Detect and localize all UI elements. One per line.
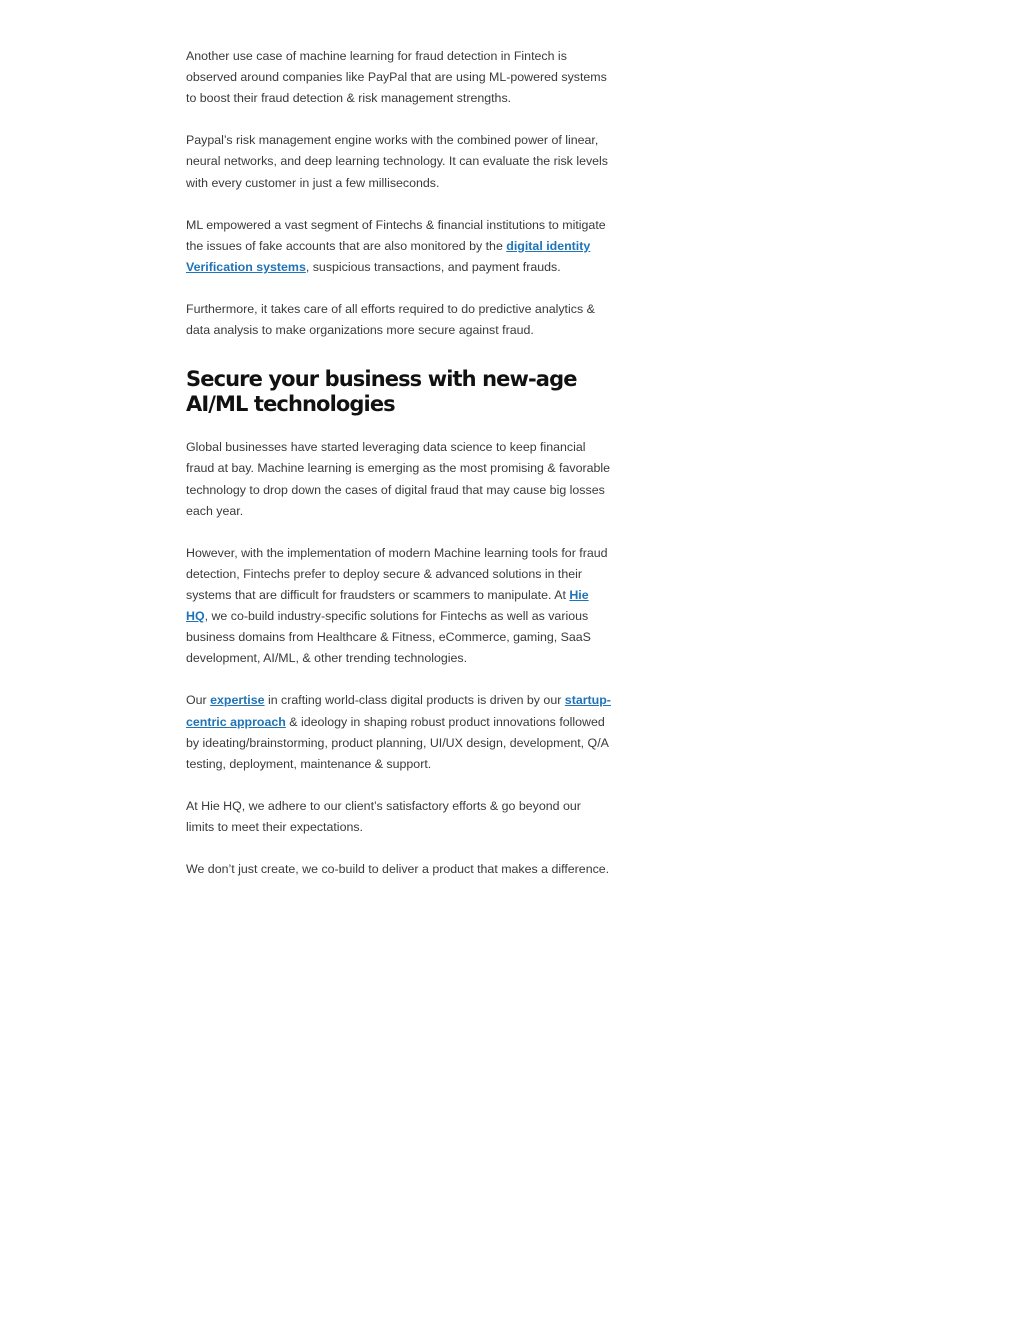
paragraph-text: & ideology in shaping robust product innovations followed by ideating/brainstorming, product planning, UI/UX design, development, Q/A testing, deployment, maintenance & support. [186,714,609,771]
startup-centric-approach-link[interactable]: startup-centric approach [186,693,611,729]
paragraph-text: However, with the implementation of modern Machine learning tools for fraud detection, Fintechs prefer to deploy secure & advanced solutions in their systems that are difficult for fraudsters or scammers to manipulate. At [186,545,608,602]
hie-hq-link[interactable]: Hie HQ [186,587,589,624]
paragraph-text: , suspicious transactions, and payment frauds. [305,259,561,274]
section-heading: Secure your business with new-age AI/ML technologies [186,367,577,416]
paragraph-spacer [186,669,611,690]
paragraph-spacer [186,522,611,543]
paragraph-paypal-use-case: Another use case of machine learning for fraud detection in Fintech is observed around companies like PayPal that are using ML-powered systems to boost their fraud detection & risk management strengths. [186,49,607,106]
paragraph-client-satisfaction: At Hie HQ, we adhere to our client’s satisfactory efforts & go beyond our limits to meet their expectations. [186,798,581,834]
paragraph-implementation [186,543,611,670]
paragraph-spacer [186,775,611,796]
paragraph-spacer [186,194,611,215]
paragraph-ml-empowered [186,215,611,278]
paragraph-text: Our [186,693,211,708]
paragraph-co-build: We don’t just create, we co-build to deliver a product that makes a difference. [186,862,610,877]
paragraph-text: in crafting world-class digital products is driven by our [264,693,565,708]
paragraph-spacer [186,278,611,299]
paragraph-expertise [186,690,611,774]
paragraph-text: ML empowered a vast segment of Fintechs & financial institutions to mitigate the issues of fake accounts that are also monitored by the [186,217,606,253]
digital-identity-verification-link[interactable]: digital identity Verification systems [186,238,591,274]
article-body [186,46,611,880]
paragraph-text: , we co-build industry-specific solutions for Fintechs as well as various business domains from Healthcare & Fitness, eCommerce, gaming, SaaS development, AI/ML, & other trending technologies. [186,609,591,666]
paragraph-global-businesses: Global businesses have started leveraging data science to keep financial fraud at bay. Machine learning is emerging as the most promising & favorable technology to drop down the cases of digital fraud that may cause big losses each year. [186,440,611,518]
paragraph-spacer [186,838,611,859]
paragraph-risk-engine: Paypal’s risk management engine works with the combined power of linear, neural networks, and deep learning technology. It can evaluate the risk levels with every customer in just a few milliseconds. [186,133,608,190]
expertise-link[interactable]: expertise [210,693,265,708]
paragraph-spacer [186,109,611,130]
paragraph-predictive-analytics: Furthermore, it takes care of all efforts required to do predictive analytics & data analysis to make organizations more secure against fraud. [186,302,595,338]
